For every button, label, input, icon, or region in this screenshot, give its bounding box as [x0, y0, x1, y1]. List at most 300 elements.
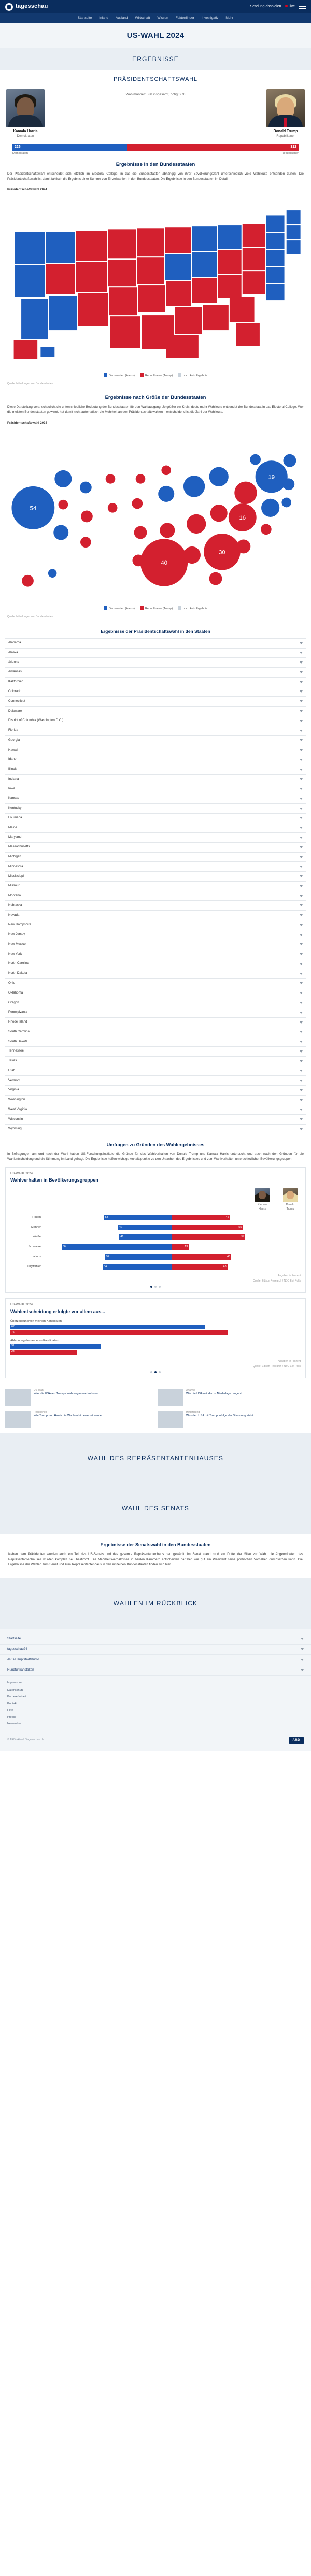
trump-party: Republikaner	[276, 135, 295, 138]
state-name: Alabama	[8, 641, 21, 645]
state-accordion-row[interactable]	[5, 988, 306, 998]
chevron-down-icon	[300, 720, 303, 722]
chevron-down-icon	[300, 769, 303, 771]
chevron-down-icon	[300, 661, 303, 664]
harris-thumb	[255, 1188, 270, 1202]
chart1-legend	[10, 1188, 301, 1211]
state-accordion-row[interactable]	[5, 1027, 306, 1037]
chevron-down-icon	[300, 681, 303, 683]
chevron-down-icon	[300, 895, 303, 897]
state-name: Arizona	[8, 660, 19, 664]
state-name: Washington	[8, 1098, 25, 1102]
nav-item-inland[interactable]: Inland	[99, 16, 108, 20]
map1-legend-none: noch kein Ergebnis	[178, 373, 207, 378]
chevron-down-icon	[300, 953, 303, 955]
state-name: Connecticut	[8, 699, 25, 703]
teaser-item[interactable]	[158, 1411, 306, 1428]
footer-row-label: Rundfunkanstalten	[7, 1667, 34, 1672]
state-name: Maryland	[8, 835, 22, 839]
footer-row[interactable]	[0, 1665, 311, 1676]
chevron-down-icon	[300, 690, 303, 693]
chart1-trump-bar: 13	[172, 1244, 189, 1250]
state-accordion-row[interactable]	[5, 882, 306, 891]
chart1-legend-harris: Kamala Harris	[255, 1188, 270, 1211]
chevron-down-icon	[300, 1118, 303, 1120]
state-accordion-row[interactable]	[5, 901, 306, 911]
chevron-down-icon	[301, 1638, 304, 1640]
chart1-title: Wahlverhalten in Bevölkerungsgruppen	[10, 1177, 98, 1183]
header-right	[250, 4, 306, 9]
teaser-item[interactable]	[5, 1389, 153, 1406]
chevron-down-icon	[300, 700, 303, 702]
groesse-title: Ergebnisse nach Größe der Bundesstaaten	[105, 395, 206, 401]
chevron-down-icon	[300, 652, 303, 654]
chart1-legend-trump: Donald Trump	[283, 1188, 298, 1211]
chart1-trump-bar: 46	[172, 1254, 231, 1260]
duel-center	[45, 89, 266, 97]
chart2-title: Wahlentscheidung erfolgte vor allem aus...	[10, 1308, 105, 1314]
state-name: New York	[8, 952, 22, 956]
results-band	[0, 48, 311, 70]
map2-legend-none: noch kein Ergebnis	[178, 606, 207, 611]
chart1-trump-bar: 43	[172, 1264, 228, 1270]
svg-text:40: 40	[161, 560, 167, 567]
results-band-title: ERGEBNISSE	[132, 55, 179, 63]
site-header	[0, 0, 311, 13]
map1-legend	[5, 371, 306, 379]
state-accordion-row[interactable]	[5, 1086, 306, 1096]
trump-portrait	[266, 89, 305, 127]
state-name: Vermont	[8, 1078, 21, 1082]
state-name: Iowa	[8, 786, 16, 790]
chevron-down-icon	[300, 1002, 303, 1004]
state-accordion-row[interactable]	[5, 843, 306, 853]
tagesschau-logo-icon	[5, 3, 13, 11]
chevron-down-icon	[300, 1060, 303, 1062]
electoral-vote-note: Wahlmänner: 538 insgesamt, nötig: 270	[125, 93, 186, 97]
nav-item-wissen[interactable]: Wissen	[157, 16, 168, 20]
footer-link[interactable]: Datenschutz	[7, 1688, 24, 1692]
chevron-down-icon	[300, 837, 303, 839]
chevron-down-icon	[300, 963, 303, 965]
state-accordion-row[interactable]	[5, 979, 306, 989]
state-name: Massachusetts	[8, 845, 30, 849]
state-name: Rhode Island	[8, 1020, 27, 1024]
state-accordion-row[interactable]	[5, 911, 306, 920]
chart1-trump-bar: 55	[172, 1225, 243, 1230]
electoral-map-choropleth[interactable]	[0, 194, 311, 381]
state-name: Utah	[8, 1068, 16, 1072]
harris-name: Kamala Harris	[13, 129, 38, 134]
state-name: Illinois	[8, 767, 18, 771]
state-name: Delaware	[8, 709, 22, 713]
map2-caption: Präsidentschaftswahl 2024	[7, 421, 47, 425]
state-accordion-row[interactable]	[5, 784, 306, 794]
state-accordion-row[interactable]	[5, 1076, 306, 1086]
footer-row[interactable]	[0, 1634, 311, 1645]
chart2-unit: Angaben in Prozent	[278, 1359, 301, 1363]
teaser-item[interactable]	[5, 1411, 153, 1428]
states-accordion-title: Ergebnisse der Präsidentschaftswahl in den Staaten	[101, 629, 210, 635]
state-name: South Dakota	[8, 1039, 28, 1043]
chart1-row	[10, 1214, 301, 1222]
state-accordion-row[interactable]	[5, 775, 306, 785]
state-accordion-row[interactable]	[5, 959, 306, 969]
chevron-down-icon	[301, 1659, 304, 1661]
chart1-kicker: US-WAHL 2024	[10, 1172, 33, 1175]
chevron-down-icon	[300, 730, 303, 732]
chart1-harris-bar: 41	[119, 1234, 172, 1240]
harris-electoral-votes: 226	[12, 144, 127, 151]
teaser-title: Was den USA mit Trump infolge der Stimmung steht	[186, 1414, 253, 1418]
footer-row-label: Startseite	[7, 1636, 21, 1640]
live-indicator[interactable]: live	[285, 4, 295, 9]
state-accordion-row[interactable]	[5, 658, 306, 668]
state-accordion-row[interactable]	[5, 697, 306, 707]
state-name: Colorado	[8, 689, 22, 693]
map1-legend-dem: Demokraten (Harris)	[104, 373, 135, 378]
states-accordion	[5, 638, 306, 1134]
svg-text:54: 54	[30, 505, 37, 512]
chart-card-bevoelkerungsgruppen	[5, 1167, 306, 1293]
chart1-row	[10, 1224, 301, 1232]
state-name: Pennsylvania	[8, 1010, 27, 1014]
live-dot-icon	[285, 5, 288, 7]
chevron-down-icon	[300, 866, 303, 868]
chart1-source: Quelle: Edison Research / NBC Exit Polls	[253, 1279, 301, 1283]
chevron-down-icon	[300, 924, 303, 926]
teaser-title: Was die USA auf Trumps Wahlsieg erwarten kann	[34, 1392, 98, 1396]
state-accordion-row[interactable]	[5, 1037, 306, 1047]
state-accordion-row[interactable]	[5, 1096, 306, 1105]
chart2-bar: 67	[10, 1325, 205, 1329]
bundesstaaten-title: Ergebnisse in den Bundesstaaten	[116, 161, 195, 167]
chevron-down-icon	[300, 904, 303, 906]
teaser-title: Wie Trump und Harris die Wahlnacht bewertet werden	[34, 1414, 104, 1418]
state-accordion-row[interactable]	[5, 804, 306, 814]
chevron-down-icon	[301, 1648, 304, 1650]
chevron-down-icon	[300, 982, 303, 984]
umfragen-intro: In Befragungen am und nach der Wahl haben US-Forschungsinstitute die Gründe für das Wahlverhalten von Donald Trump und Kamala Harris untersucht und auch nach den Gründen für die Wahlentscheidung und die Stimmung im Land gefragt. Die Ergebnisse helfen wichtige Anhaltspunkte zu den Ursachen des Ergebnisses und zum Wahlverhalten unterschiedlicher Bevölkerungsgruppen.	[7, 1152, 304, 1161]
footer-links	[0, 1676, 311, 1733]
presidential-band	[0, 70, 311, 87]
chevron-down-icon	[300, 788, 303, 790]
state-accordion-row[interactable]	[5, 716, 306, 726]
senate-results-text-block	[0, 1534, 311, 1578]
state-name: Michigan	[8, 855, 21, 859]
chart1-harris-bar: 86	[62, 1244, 172, 1250]
nav-item-wirtschaft[interactable]: Wirtschaft	[135, 16, 150, 20]
svg-text:16: 16	[239, 515, 246, 522]
state-accordion-row[interactable]	[5, 969, 306, 979]
state-name: Wyoming	[8, 1127, 22, 1131]
state-accordion-row[interactable]	[5, 678, 306, 687]
trump-electoral-votes: 312	[127, 144, 299, 151]
chart1-pagination[interactable]	[10, 1283, 301, 1288]
state-name: Florida	[8, 728, 18, 732]
state-accordion-row[interactable]	[5, 726, 306, 736]
chevron-down-icon	[300, 1080, 303, 1082]
state-accordion-row[interactable]	[5, 823, 306, 833]
chevron-down-icon	[300, 1012, 303, 1014]
hamburger-menu-icon[interactable]	[299, 5, 306, 9]
chevron-down-icon	[300, 1109, 303, 1111]
bundesstaaten-text-block	[0, 156, 311, 188]
teaser-item[interactable]	[158, 1389, 306, 1406]
harris-portrait	[6, 89, 45, 127]
state-accordion-row[interactable]	[5, 930, 306, 940]
page-title: US-WAHL 2024	[126, 31, 185, 40]
state-accordion-row[interactable]	[5, 814, 306, 824]
groesse-text-block	[0, 389, 311, 421]
senate-results-title: Ergebnisse der Senatswahl in den Bundesstaaten	[100, 1542, 211, 1547]
review-section-title: WAHLEN IM RÜCKBLICK	[113, 1599, 198, 1607]
state-accordion-row[interactable]	[5, 668, 306, 678]
chart2-pagination[interactable]	[10, 1369, 301, 1373]
state-name: West Virginia	[8, 1107, 27, 1111]
presidential-band-title: PRÄSIDENTSCHAFTSWAHL	[114, 76, 197, 83]
chart2-source: Quelle: Edison Research / NBC Exit Polls	[253, 1364, 301, 1368]
electoral-bar-legend	[12, 152, 299, 156]
state-name: New Jersey	[8, 932, 25, 937]
nav-item-faktenfinder[interactable]: Faktenfinder	[175, 16, 194, 20]
chart2-bar: 31	[10, 1344, 101, 1349]
teaser-grid	[0, 1384, 311, 1433]
state-name: Georgia	[8, 738, 20, 742]
electoral-map-bubbles[interactable]	[0, 427, 311, 614]
state-name: Kentucky	[8, 806, 22, 810]
state-name: South Carolina	[8, 1029, 30, 1033]
state-name: Kansas	[8, 796, 19, 800]
chart1-bars	[10, 1214, 301, 1271]
chart1-harris-bar: 53	[104, 1215, 172, 1220]
footer-link[interactable]: Newsletter	[7, 1722, 21, 1726]
chart1-category-label: Jungwähler	[26, 1265, 41, 1269]
nav-item-startseite[interactable]: Startseite	[77, 16, 92, 20]
legend-republicans: Republikaner	[281, 151, 299, 155]
chevron-down-icon	[300, 914, 303, 916]
state-name: Idaho	[8, 757, 17, 761]
state-name: Mississippi	[8, 874, 24, 878]
chart2-group	[10, 1319, 301, 1335]
state-accordion-row[interactable]	[5, 1057, 306, 1067]
state-accordion-row[interactable]	[5, 1008, 306, 1018]
state-name: Virginia	[8, 1088, 19, 1092]
map2-legend-dem: Demokraten (Harris)	[104, 606, 135, 611]
state-name: Hawaii	[8, 747, 18, 752]
chart1-harris-bar: 52	[105, 1254, 172, 1260]
state-accordion-row[interactable]	[5, 1018, 306, 1028]
teaser-thumbnail	[158, 1411, 183, 1428]
state-name: Kalifornien	[8, 680, 24, 684]
chart1-category-label: Weiße	[32, 1235, 41, 1239]
state-accordion-row[interactable]	[5, 949, 306, 959]
chevron-down-icon	[300, 1031, 303, 1033]
chevron-down-icon	[300, 1128, 303, 1130]
state-name: District of Columbia (Washington D.C.)	[8, 718, 64, 723]
nav-item-mehr[interactable]: Mehr	[225, 16, 234, 20]
trump-thumb	[283, 1188, 298, 1202]
footer-row[interactable]	[0, 1645, 311, 1655]
chevron-down-icon	[300, 642, 303, 644]
teaser-kicker: Reaktionen	[34, 1411, 47, 1414]
footer-copyright: © ARD-aktuell / tagesschau.de	[7, 1738, 44, 1742]
state-name: Maine	[8, 825, 17, 829]
state-accordion-row[interactable]	[5, 736, 306, 745]
chevron-down-icon	[301, 1669, 304, 1671]
footer-row-label: tagesschau24	[7, 1647, 27, 1651]
umfragen-title: Umfragen zu Gründen des Wahlergebnisses	[106, 1142, 205, 1147]
state-name: New Mexico	[8, 942, 26, 946]
state-name: North Dakota	[8, 971, 27, 975]
teaser-kicker: US-Wahl	[34, 1389, 44, 1392]
chart1-harris-bar: 42	[118, 1225, 172, 1230]
chevron-down-icon	[300, 749, 303, 751]
harris-party: Demokraten	[17, 135, 34, 138]
chart1-row	[10, 1243, 301, 1251]
state-name: Nebraska	[8, 903, 22, 907]
chevron-down-icon	[300, 885, 303, 887]
teaser-thumbnail	[5, 1411, 31, 1428]
chevron-down-icon	[300, 934, 303, 936]
chart1-category-label: Frauen	[32, 1216, 41, 1219]
chart1-row	[10, 1233, 301, 1242]
main-navigation	[0, 13, 311, 23]
map2-legend	[5, 605, 306, 612]
map1-source: Quelle: Mitteilungen von Bundesstaaten	[7, 382, 53, 385]
state-name: Missouri	[8, 884, 21, 888]
teaser-kicker: Hintergrund	[186, 1411, 200, 1414]
state-accordion-row[interactable]	[5, 1115, 306, 1125]
state-accordion-row[interactable]	[5, 639, 306, 649]
state-name: Oklahoma	[8, 990, 23, 995]
state-accordion-row[interactable]	[5, 1125, 306, 1134]
state-name: Wisconsin	[8, 1117, 23, 1121]
chevron-down-icon	[300, 875, 303, 877]
state-accordion-row[interactable]	[5, 755, 306, 765]
footer-link[interactable]: Barrierefreiheit	[7, 1695, 26, 1699]
state-name: Minnesota	[8, 864, 23, 868]
chart2-bar: 23	[10, 1350, 77, 1355]
state-accordion-row[interactable]	[5, 998, 306, 1008]
chevron-down-icon	[300, 943, 303, 945]
chart2-bars	[10, 1319, 301, 1355]
chevron-down-icon	[300, 739, 303, 741]
state-name: New Hampshire	[8, 923, 32, 927]
state-accordion-row[interactable]	[5, 940, 306, 950]
state-accordion-row[interactable]	[5, 1047, 306, 1057]
state-name: Alaska	[8, 650, 18, 654]
chevron-down-icon	[300, 973, 303, 975]
state-name: Arkansas	[8, 670, 22, 674]
chevron-down-icon	[300, 798, 303, 800]
chart1-row	[10, 1253, 301, 1261]
state-accordion-row[interactable]	[5, 1105, 306, 1115]
nav-item-investigativ[interactable]: Investigativ	[201, 16, 219, 20]
state-name: Nevada	[8, 913, 20, 917]
map1-caption: Präsidentschaftswahl 2024	[7, 188, 47, 192]
footer-row-label: ARD-Hauptstadtstudio	[7, 1657, 39, 1661]
us-bubble-map-svg	[5, 427, 306, 605]
chevron-down-icon	[300, 808, 303, 810]
footer-bottom	[0, 1733, 311, 1752]
state-name: Ohio	[8, 981, 16, 985]
chart1-category-label: Männer	[31, 1226, 41, 1229]
chart1-row	[10, 1263, 301, 1271]
teaser-kicker: Analyse	[186, 1389, 195, 1392]
state-accordion-row[interactable]	[5, 794, 306, 804]
chevron-down-icon	[300, 992, 303, 994]
state-accordion-row[interactable]	[5, 872, 306, 882]
chevron-down-icon	[300, 846, 303, 848]
chart1-trump-bar: 45	[172, 1215, 230, 1220]
teaser-thumbnail	[5, 1389, 31, 1406]
chevron-down-icon	[300, 671, 303, 673]
chevron-down-icon	[300, 778, 303, 780]
state-name: Texas	[8, 1059, 17, 1063]
chart1-category-label: Schwarze	[28, 1245, 41, 1249]
state-accordion-row[interactable]	[5, 765, 306, 775]
chart2-group	[10, 1339, 301, 1354]
state-name: Oregon	[8, 1000, 19, 1004]
footer-row[interactable]	[0, 1655, 311, 1665]
trump-name: Donald Trump	[273, 129, 298, 134]
chart1-trump-bar: 57	[172, 1234, 245, 1240]
state-accordion-row[interactable]	[5, 687, 306, 697]
state-accordion-row[interactable]	[5, 862, 306, 872]
chevron-down-icon	[300, 1021, 303, 1024]
chevron-down-icon	[300, 856, 303, 858]
state-name: Montana	[8, 894, 21, 898]
footer-link[interactable]: Presse	[7, 1715, 17, 1719]
chevron-down-icon	[300, 827, 303, 829]
state-accordion-row[interactable]	[5, 649, 306, 658]
chart1-harris-bar: 54	[103, 1264, 172, 1270]
footer-rows	[0, 1634, 311, 1676]
svg-text:19: 19	[268, 474, 275, 481]
site-logo[interactable]	[5, 3, 48, 11]
site-footer	[0, 1629, 311, 1751]
state-accordion-row[interactable]	[5, 1066, 306, 1076]
chart-card-wahlentscheidung	[5, 1298, 306, 1378]
review-section-band	[0, 1578, 311, 1629]
state-accordion-row[interactable]	[5, 833, 306, 843]
chart2-kicker: US-WAHL 2024	[10, 1303, 33, 1307]
us-map-svg	[5, 194, 306, 371]
chevron-down-icon	[300, 817, 303, 819]
ard-logo: ARD	[289, 1737, 304, 1745]
candidate-trump	[266, 89, 305, 139]
state-accordion-row[interactable]	[5, 853, 306, 862]
state-accordion-row[interactable]	[5, 707, 306, 716]
chevron-down-icon	[300, 759, 303, 761]
state-name: Louisiana	[8, 815, 22, 819]
state-accordion-row[interactable]	[5, 920, 306, 930]
footer-link[interactable]: Impressum	[7, 1681, 22, 1685]
nav-item-ausland[interactable]: Ausland	[115, 16, 128, 20]
chevron-down-icon	[300, 1041, 303, 1043]
footer-link[interactable]: Kontakt	[7, 1702, 17, 1705]
senate-section-band	[0, 1484, 311, 1534]
chart2-group-label: Überzeugung von meinem Kandidaten	[10, 1319, 62, 1323]
state-accordion-row[interactable]	[5, 745, 306, 755]
electoral-votes-bar	[12, 144, 299, 151]
play-broadcast-button[interactable]: Sendung abspielen	[250, 4, 281, 8]
state-accordion-row[interactable]	[5, 891, 306, 901]
footer-link[interactable]: Hilfe	[7, 1708, 13, 1712]
teaser-thumbnail	[158, 1389, 183, 1406]
chevron-down-icon	[300, 1089, 303, 1091]
